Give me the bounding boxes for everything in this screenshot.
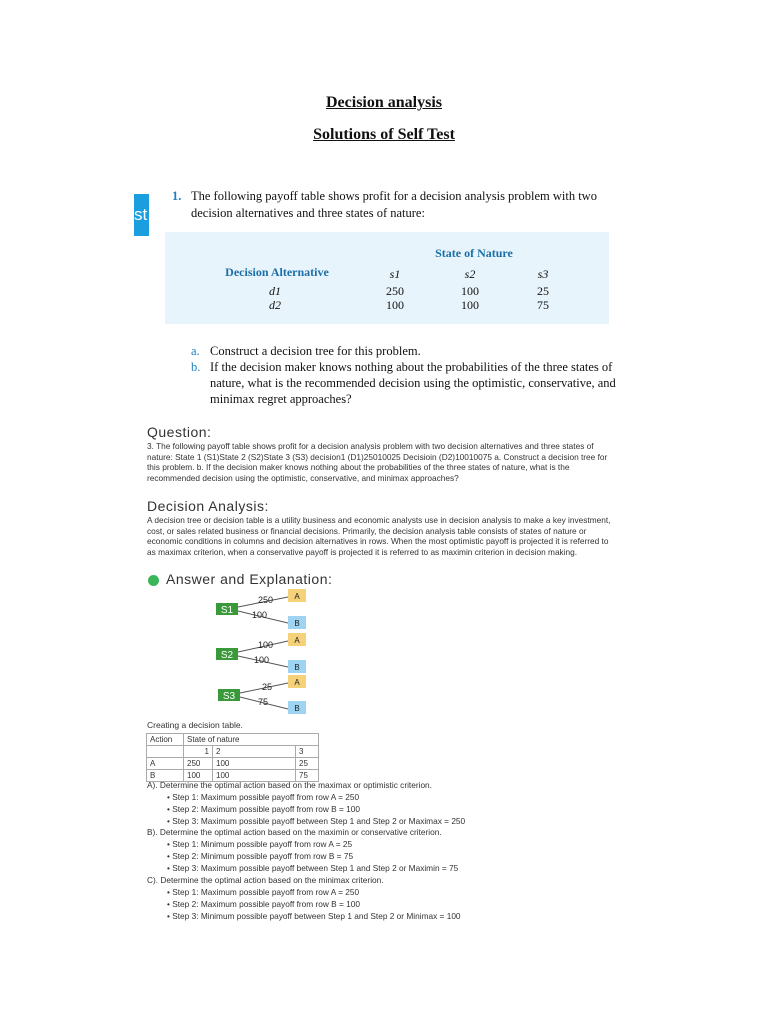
tree-value: 25 xyxy=(262,682,273,692)
table-cell: 1 xyxy=(184,746,213,758)
part-b-text: If the decision maker knows nothing about the probabilities of the three states of nature, what is the recommended decision using the optimistic, conservative, and minimax regret approaches? xyxy=(210,360,616,406)
criterion-step: • Step 2: Minimum possible payoff from row B = 75 xyxy=(167,851,354,861)
decision-analysis-heading: Decision Analysis: xyxy=(147,498,269,514)
criterion-heading: C). Determine the optimal action based on the minimax criterion. xyxy=(147,875,384,885)
table-cell: 3 xyxy=(296,746,319,758)
criterion-step: • Step 3: Minimum possible payoff between Step 1 and Step 2 or Minimax = 100 xyxy=(167,911,461,921)
question-heading: Question: xyxy=(147,424,212,440)
criterion-heading: B). Determine the optimal action based on the maximin or conservative criterion. xyxy=(147,827,442,837)
table-cell: 100 xyxy=(213,770,296,782)
criterion-step: • Step 1: Maximum possible payoff from row A = 250 xyxy=(167,792,360,802)
tree-node-s3-label: S3 xyxy=(222,691,236,702)
tree-branch-s1 xyxy=(216,589,306,629)
table-cell: 100 xyxy=(213,758,296,770)
criterion-step: • Step 2: Maximum possible payoff from row B = 100 xyxy=(167,804,360,814)
tree-leaf-b-label: B xyxy=(294,663,300,672)
cell-d2-s1: 100 xyxy=(386,298,404,312)
criterion-step: • Step 1: Maximum possible payoff from row A = 250 xyxy=(167,887,360,897)
tree-leaf-a-label: A xyxy=(294,678,300,687)
question-1 xyxy=(172,188,612,222)
tree-leaf-b-label: B xyxy=(294,704,300,713)
state-s1: s1 xyxy=(389,267,401,281)
table-header-action: Action xyxy=(147,734,184,746)
table-cell: 250 xyxy=(184,758,213,770)
document-subtitle: Solutions of Self Test xyxy=(313,126,455,143)
payoff-table xyxy=(165,232,609,324)
answer-heading: Answer and Explanation: xyxy=(166,571,333,587)
alt-d2: d2 xyxy=(269,298,281,312)
table-row xyxy=(147,734,319,746)
tree-node-s2-label: S2 xyxy=(220,650,234,661)
question-1-text: The following payoff table shows profit for a decision analysis problem with two decision alternatives and three states of nature: xyxy=(191,189,597,220)
table-row xyxy=(147,746,319,758)
tree-node-s1-label: S1 xyxy=(220,605,234,616)
table-cell: 100 xyxy=(184,770,213,782)
tree-leaf-b-label: B xyxy=(294,619,300,628)
criterion-heading: A). Determine the optimal action based on the maximax or optimistic criterion. xyxy=(147,780,432,790)
question-text: 3. The following payoff table shows profit for a decision analysis problem with two decision alternatives and three states of nature: State 1 (S1)State 2 (S2)State 3 (S3) decision1 (D1)25010025 Decisioin (D2)10010075 a. Construct a decision tree for this problem. b. If the decision maker knows nothing about the probabilities of the three states of nature, what is the recommended decision using the optimistic, conservative, and minimax approaches? xyxy=(147,441,608,483)
part-b xyxy=(191,359,616,407)
document-title: Decision analysis xyxy=(325,94,442,111)
table-row xyxy=(147,758,319,770)
state-s2: s2 xyxy=(464,267,476,281)
side-tab: st xyxy=(134,194,149,236)
alt-d1: d1 xyxy=(269,284,281,298)
tree-branch-s2 xyxy=(216,633,306,673)
tree-value: 100 xyxy=(254,655,270,665)
criterion-step: • Step 1: Minimum possible payoff from row A = 25 xyxy=(167,839,353,849)
cell-d2-s3: 75 xyxy=(537,298,549,312)
table-cell: 2 xyxy=(213,746,296,758)
question-1-number: 1. xyxy=(172,189,182,203)
part-a xyxy=(191,343,616,359)
criterion-step: • Step 3: Maximum possible payoff between Step 1 and Step 2 or Maximin = 75 xyxy=(167,863,459,873)
decision-table xyxy=(146,733,319,782)
table-cell: 25 xyxy=(296,758,319,770)
tree-value: 100 xyxy=(258,640,274,650)
tree-value: 100 xyxy=(252,610,268,620)
decision-alternative-header: Decision Alternative xyxy=(225,265,329,279)
criterion-step: • Step 2: Maximum possible payoff from row B = 100 xyxy=(167,899,360,909)
part-a-text: Construct a decision tree for this problem. xyxy=(210,344,421,358)
tree-value: 250 xyxy=(258,595,274,605)
cell-d1-s3: 25 xyxy=(537,284,549,298)
decision-analysis-text: A decision tree or decision table is a utility business and economic analysts use in decision analysis to make a key investment, cost, or sales related business or financial decisions. Primarily, the decision analysis table consists of states of nature or economic conditions in columns and decision alternatives in rows. When the most optimistic payoff is projected it is referred to as maximax criterion, when a conservative payoff is projected it is referred to as maximin criterion in decision making. xyxy=(147,515,611,557)
table-header-state: State of nature xyxy=(184,734,319,746)
table-cell: B xyxy=(147,770,184,782)
tree-branch-s3 xyxy=(218,675,306,714)
cell-d1-s1: 250 xyxy=(386,284,404,298)
part-b-letter: b. xyxy=(191,360,201,374)
cell-d1-s2: 100 xyxy=(461,284,479,298)
decision-tree xyxy=(140,585,330,715)
tree-leaf-a-label: A xyxy=(294,636,300,645)
state-s3: s3 xyxy=(537,267,549,281)
table-cell: 75 xyxy=(296,770,319,782)
tree-value: 75 xyxy=(258,697,269,707)
question-parts xyxy=(191,343,616,407)
criterion-step: • Step 3: Maximum possible payoff between Step 1 and Step 2 or Maximax = 250 xyxy=(167,816,466,826)
table-cell xyxy=(147,746,184,758)
tree-leaf-a-label: A xyxy=(294,592,300,601)
cell-d2-s2: 100 xyxy=(461,298,479,312)
table-cell: A xyxy=(147,758,184,770)
part-a-letter: a. xyxy=(191,344,200,358)
state-of-nature-header: State of Nature xyxy=(435,246,513,260)
decision-table-caption: Creating a decision table. xyxy=(147,720,243,730)
